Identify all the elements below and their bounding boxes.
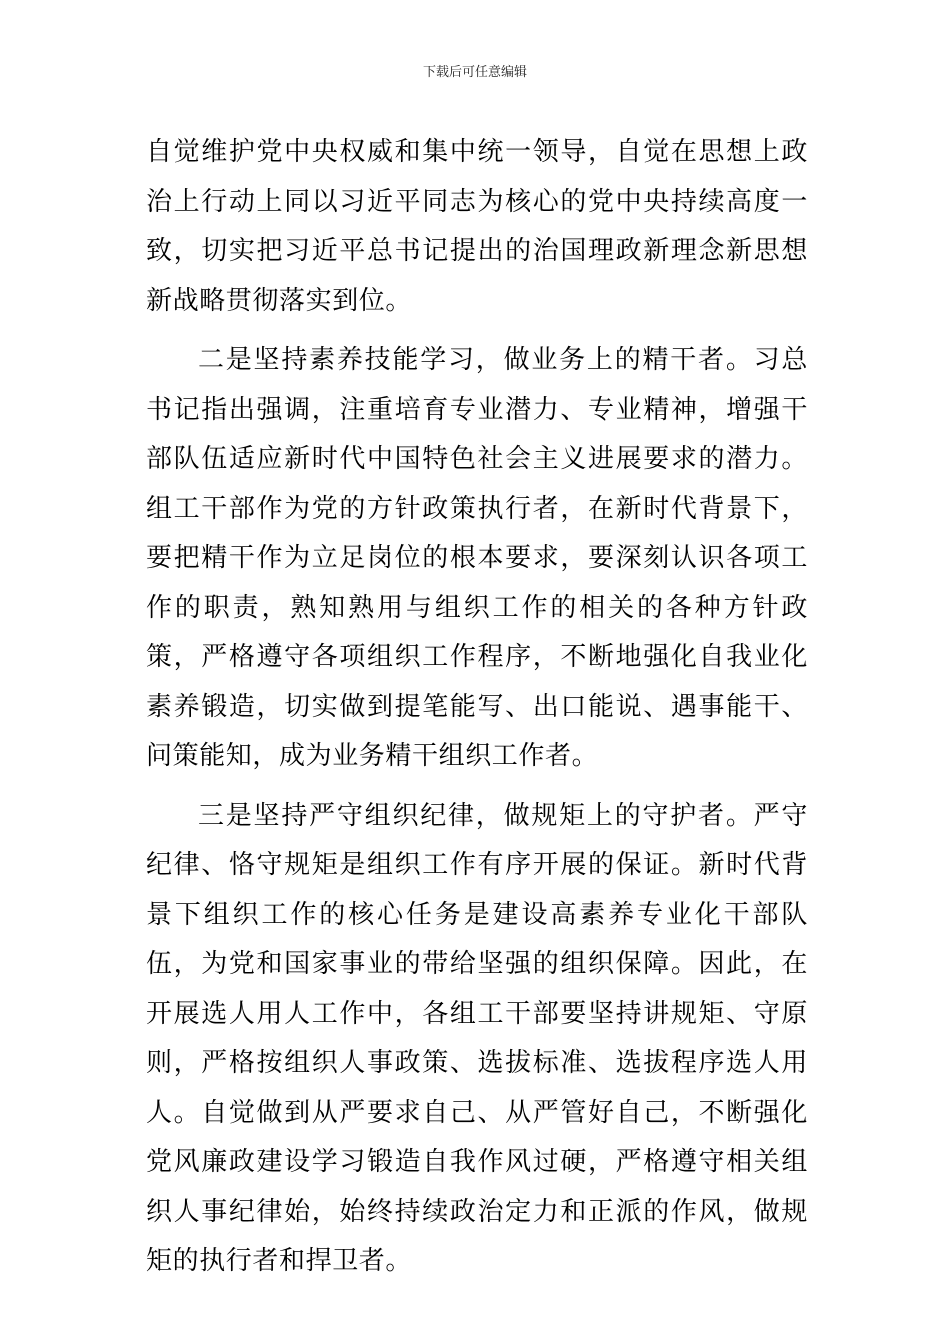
document-body — [146, 128, 808, 1297]
page-header: 下载后可任意编辑 — [422, 65, 527, 80]
paragraph-2: 二是坚持素养技能学习，做业务上的精干者。习总书记指出强调，注重培育专业潜力、专业精神，增强干部队伍适应新时代中国特色社会主义进展要求的潜力。组工干部作为党的方针政策执行者，在新时代背景下，要把精干作为立足岗位的根本要求，要深刻认识各项工作的职责，熟知熟用与组织工作的相关的各种方针政策，严格遵守各项组织工作程序，不断地强化自我业化素养锻造，切实做到提笔能写、出口能说、遇事能干、问策能知，成为业务精干组织工作者。 — [146, 345, 808, 771]
paragraph-1: 自觉维护党中央权威和集中统一领导，自觉在思想上政治上行动上同以习近平同志为核心的党中央持续高度一致，切实把习近平总书记提出的治国理政新理念新思想新战略贯彻落实到位。 — [146, 137, 808, 316]
paragraph-3: 三是坚持严守组织纪律，做规矩上的守护者。严守纪律、恪守规矩是组织工作有序开展的保证。新时代背景下组织工作的核心任务是建设高素养专业化干部队伍，为党和国家事业的带给坚强的组织保障。因此，在开展选人用人工作中，各组工干部要坚持讲规矩、守原则，严格按组织人事政策、选拔标准、选拔程序选人用人。自觉做到从严要求自己、从严管好自己，不断强化党风廉政建设学习锻造自我作风过硬，严格遵守相关组织人事纪律始，始终持续政治定力和正派的作风，做规矩的执行者和捍卫者。 — [146, 800, 808, 1276]
